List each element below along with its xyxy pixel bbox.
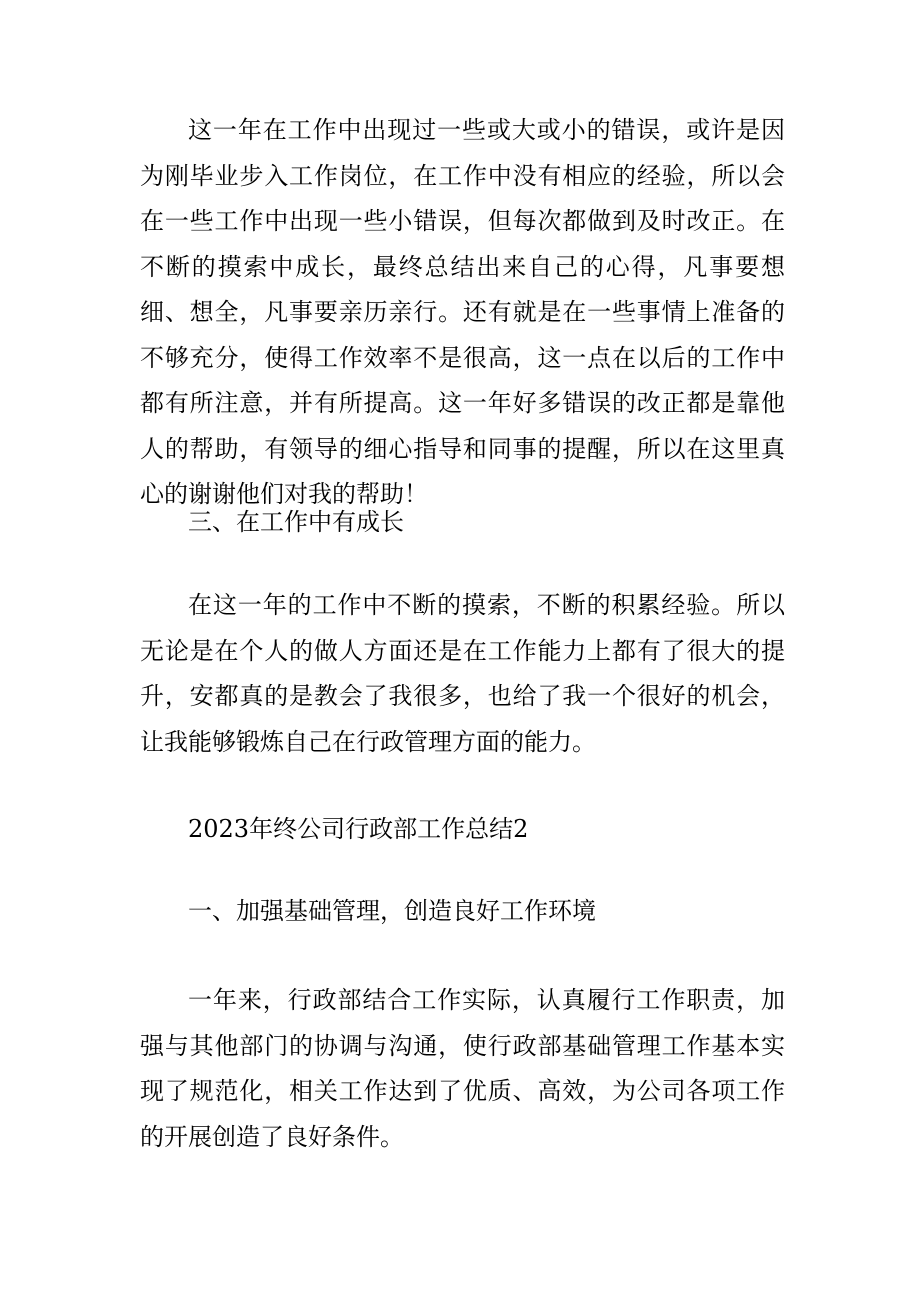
section-one-heading: 一、加强基础管理，创造良好工作环境: [188, 897, 596, 925]
summary-two-title: 2023年终公司行政部工作总结2: [188, 815, 529, 843]
paragraph-growth: 在这一年的工作中不断的摸索，不断的积累经验。所以无论是在个人的做人方面还是在工作能力上都有了很大的提升，安都真的是教会了我很多，也给了我一个很好的机会，让我能够锻炼自己在行政管理方面的能力。: [140, 591, 785, 756]
paragraph-mistakes: 这一年在工作中出现过一些或大或小的错误，或许是因为刚毕业步入工作岗位，在工作中没有相应的经验，所以会在一些工作中出现一些小错误，但每次都做到及时改正。在不断的摸索中成长，最终总结出来自己的心得，凡事要想细、想全，凡事要亲历亲行。还有就是在一些事情上准备的不够充分，使得工作效率不是很高，这一点在以后的工作中都有所注意，并有所提高。这一年好多错误的改正都是靠他人的帮助，有领导的细心指导和同事的提醒，所以在这里真心的谢谢他们对我的帮助！: [140, 116, 785, 508]
section-three-heading: 三、在工作中有成长: [188, 508, 404, 536]
paragraph-management: 一年来，行政部结合工作实际，认真履行工作职责，加强与其他部门的协调与沟通，使行政部基础管理工作基本实现了规范化，相关工作达到了优质、高效，为公司各项工作的开展创造了良好条件。: [140, 986, 785, 1151]
